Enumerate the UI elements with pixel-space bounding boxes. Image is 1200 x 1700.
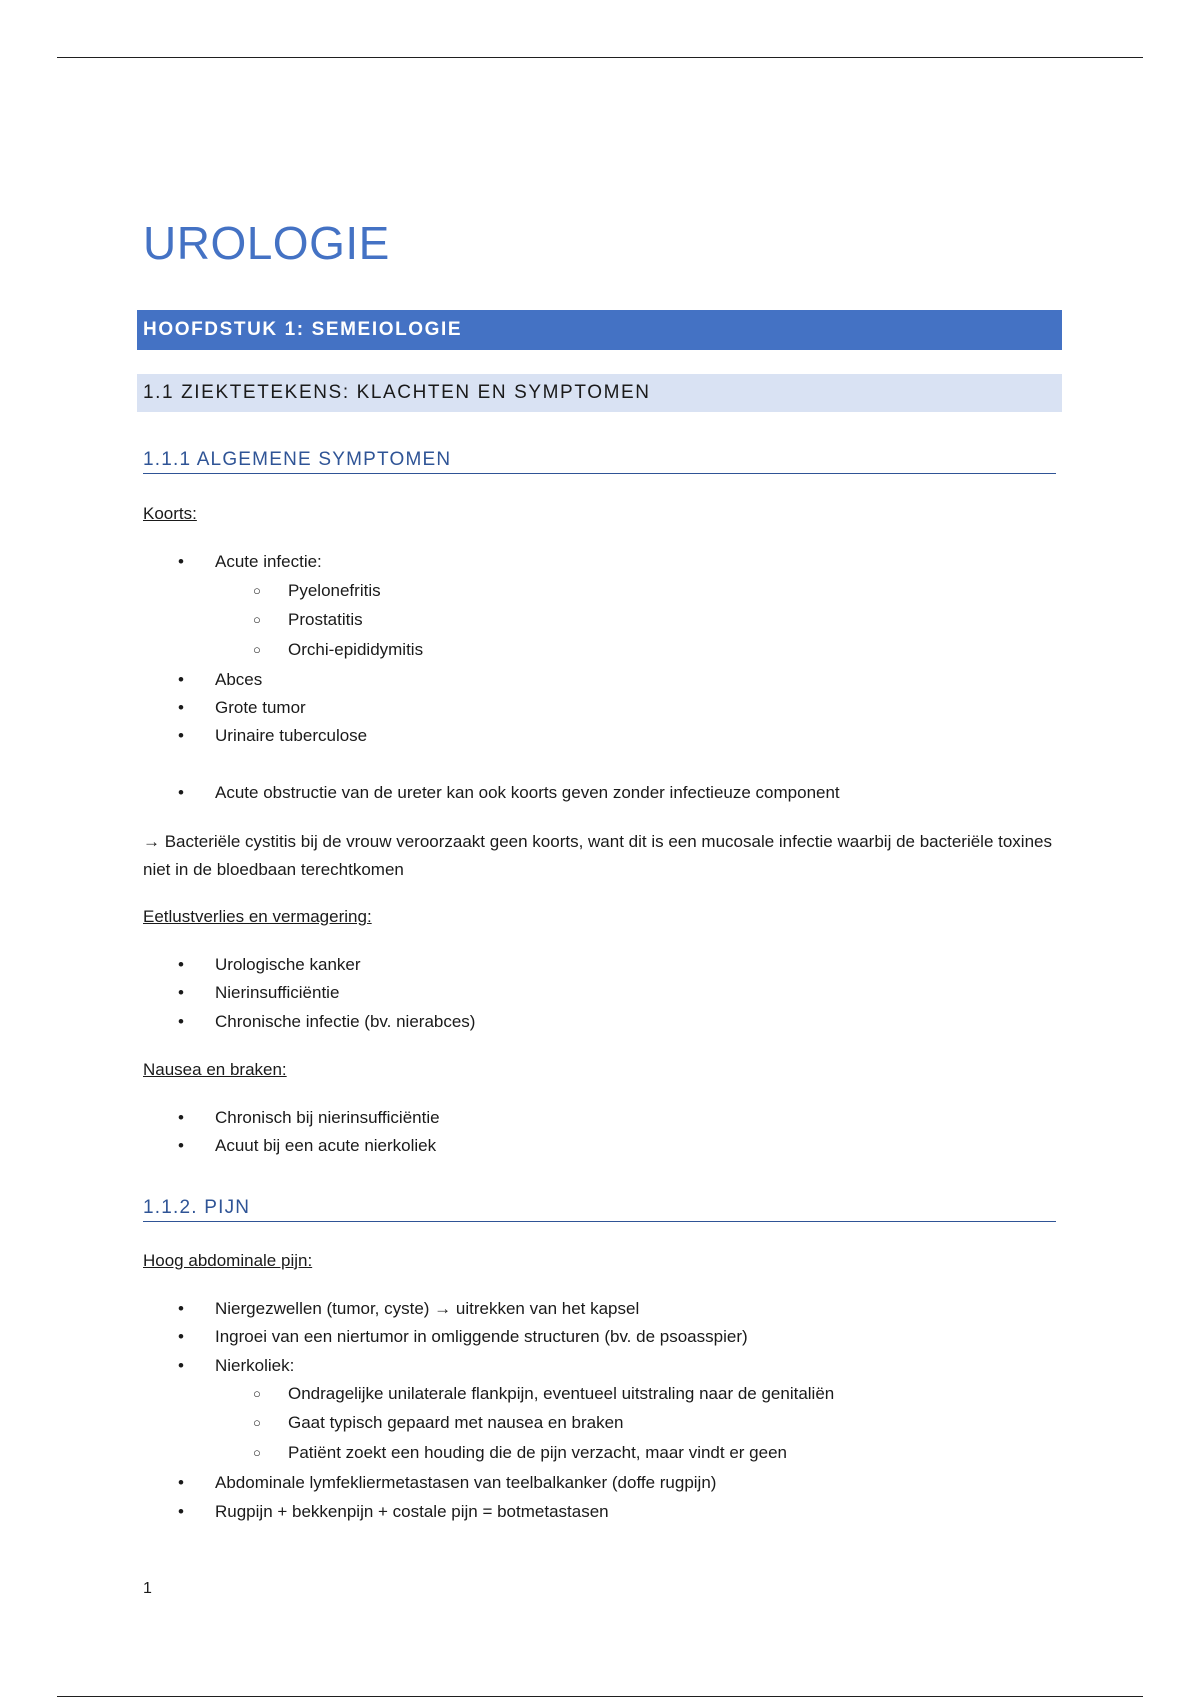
circle-bullet-icon: ○ (253, 583, 261, 598)
list-item: Acute obstructie van de ureter kan ook koorts geven zonder infectieuze component (215, 783, 840, 802)
bullet-icon: • (178, 1473, 184, 1492)
bullet-icon: • (178, 1108, 184, 1127)
chapter-heading: HOOFDSTUK 1: SEMEIOLOGIE (137, 310, 1062, 350)
header-rule (57, 57, 1143, 58)
nausea-heading: Nausea en braken: (143, 1060, 287, 1079)
circle-bullet-icon: ○ (253, 1386, 261, 1401)
list-item: Patiënt zoekt een houding die de pijn verzacht, maar vindt er geen (288, 1443, 787, 1462)
bullet-icon: • (178, 698, 184, 717)
circle-bullet-icon: ○ (253, 612, 261, 627)
circle-bullet-icon: ○ (253, 642, 261, 657)
bullet-icon: • (178, 552, 184, 571)
list-item: Niergezwellen (tumor, cyste) → uitrekken van het kapsel (215, 1299, 640, 1318)
circle-bullet-icon: ○ (253, 1415, 261, 1430)
koorts-heading: Koorts: (143, 504, 197, 523)
subsection-heading-pain: 1.1.2. PIJN (143, 1197, 1056, 1222)
bullet-icon: • (178, 1299, 184, 1318)
bullet-icon: • (178, 1327, 184, 1346)
list-item: Gaat typisch gepaard met nausea en braken (288, 1413, 624, 1432)
koorts-note: → Bacteriële cystitis bij de vrouw veroorzaakt geen koorts, want dit is een mucosale infectie waarbij de bacteriële toxines niet in de bloedbaan terechtkomen (143, 832, 1052, 879)
list-item: Urologische kanker (215, 955, 361, 974)
page-number: 1 (143, 1580, 152, 1597)
list-item: Urinaire tuberculose (215, 726, 368, 745)
list-item: Prostatitis (288, 610, 363, 629)
list-item: Rugpijn + bekkenpijn + costale pijn = botmetastasen (215, 1502, 609, 1521)
section-heading: 1.1 ZIEKTETEKENS: KLACHTEN EN SYMPTOMEN (137, 374, 1062, 412)
circle-bullet-icon: ○ (253, 1445, 261, 1460)
footer-rule (57, 1696, 1143, 1697)
eetlust-heading: Eetlustverlies en vermagering: (143, 907, 372, 926)
bullet-icon: • (178, 670, 184, 689)
list-item: Grote tumor (215, 698, 306, 717)
list-item: Abdominale lymfekliermetastasen van teelbalkanker (doffe rugpijn) (215, 1473, 717, 1492)
bullet-icon: • (178, 1356, 184, 1375)
list-item: Pyelonefritis (288, 581, 381, 600)
list-item: Acuut bij een acute nierkoliek (215, 1136, 437, 1155)
bullet-icon: • (178, 1502, 184, 1521)
pijn-heading: Hoog abdominale pijn: (143, 1251, 313, 1270)
bullet-icon: • (178, 783, 184, 802)
bullet-icon: • (178, 983, 184, 1002)
bullet-icon: • (178, 1136, 184, 1155)
list-item: Orchi-epididymitis (288, 640, 424, 659)
bullet-icon: • (178, 1012, 184, 1031)
bullet-icon: • (178, 726, 184, 745)
list-item: Chronische infectie (bv. nierabces) (215, 1012, 476, 1031)
subsection-heading-general: 1.1.1 ALGEMENE SYMPTOMEN (143, 449, 1056, 474)
document-title: UROLOGIE (143, 217, 390, 269)
list-item: Abces (215, 670, 263, 689)
list-item: Nierkoliek: (215, 1356, 295, 1375)
list-item: Nierinsufficiëntie (215, 983, 340, 1002)
list-item: Ondragelijke unilaterale flankpijn, eventueel uitstraling naar de genitaliën (288, 1384, 835, 1403)
list-item: Ingroei van een niertumor in omliggende structuren (bv. de psoasspier) (215, 1327, 748, 1346)
list-item: Acute infectie: (215, 552, 322, 571)
list-item: Chronisch bij nierinsufficiëntie (215, 1108, 440, 1127)
bullet-icon: • (178, 955, 184, 974)
